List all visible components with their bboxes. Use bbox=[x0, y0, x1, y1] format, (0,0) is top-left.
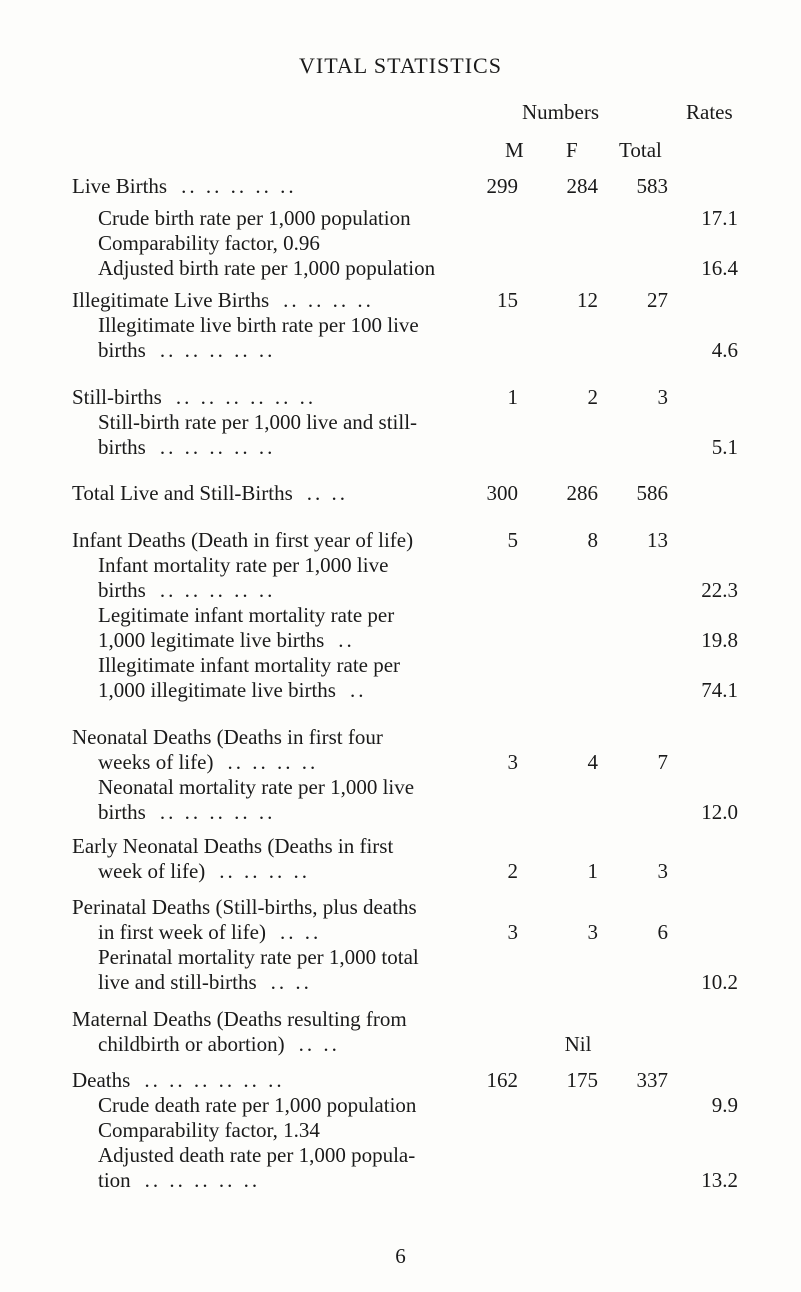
leader-dots: .. .. .. .. .. bbox=[144, 1168, 261, 1192]
table-row bbox=[0, 674, 801, 706]
row-label: Crude birth rate per 1,000 population bbox=[98, 206, 411, 230]
male-count: 162 bbox=[486, 1068, 518, 1092]
rate-value: 9.9 bbox=[711, 1093, 738, 1117]
table-row bbox=[0, 855, 801, 887]
table-row bbox=[0, 1028, 801, 1060]
female-count: 8 bbox=[587, 528, 598, 552]
page-number: 6 bbox=[395, 1244, 406, 1268]
table-row bbox=[0, 431, 801, 463]
total-count: 3 bbox=[657, 385, 668, 409]
nil-value: Nil bbox=[564, 1032, 592, 1056]
leader-dots: .. .. bbox=[270, 970, 312, 994]
female-count: 284 bbox=[566, 174, 598, 198]
rate-value: 74.1 bbox=[701, 678, 738, 702]
page-title: VITAL STATISTICS bbox=[299, 53, 502, 78]
row-label: Neonatal mortality rate per 1,000 live bbox=[98, 775, 415, 799]
leader-dots: .. bbox=[338, 628, 355, 652]
male-count: 299 bbox=[486, 174, 518, 198]
row-label: births .. .. .. .. .. bbox=[98, 435, 276, 459]
female-count: 286 bbox=[566, 481, 598, 505]
male-count: 1 bbox=[507, 385, 518, 409]
table-row bbox=[0, 477, 801, 509]
row-label: childbirth or abortion) .. .. bbox=[98, 1032, 340, 1056]
row-label: Deaths .. .. .. .. .. .. bbox=[72, 1068, 285, 1092]
row-label: live and still-births .. .. bbox=[98, 970, 312, 994]
row-label: 1,000 legitimate live births .. bbox=[98, 628, 355, 652]
male-count: 3 bbox=[507, 750, 518, 774]
numbers-header: Numbers bbox=[522, 100, 599, 124]
row-label: 1,000 illegitimate live births .. bbox=[98, 678, 367, 702]
row-label: births .. .. .. .. .. bbox=[98, 578, 276, 602]
male-count: 15 bbox=[497, 288, 518, 312]
row-label: in first week of life) .. .. bbox=[98, 920, 322, 944]
female-count: 12 bbox=[577, 288, 598, 312]
female-column-header: F bbox=[566, 138, 578, 162]
leader-dots: .. .. .. .. .. .. bbox=[175, 385, 317, 409]
row-label: tion .. .. .. .. .. bbox=[98, 1168, 261, 1192]
male-count: 5 bbox=[507, 528, 518, 552]
leader-dots: .. .. .. .. .. bbox=[159, 435, 276, 459]
leader-dots: .. .. .. .. .. bbox=[159, 578, 276, 602]
rate-value: 12.0 bbox=[701, 800, 738, 824]
row-label: weeks of life) .. .. .. .. bbox=[98, 750, 319, 774]
leader-dots: .. bbox=[349, 678, 367, 702]
row-label: Legitimate infant mortality rate per bbox=[98, 603, 395, 627]
leader-dots: .. .. bbox=[298, 1032, 340, 1056]
table-row bbox=[0, 334, 801, 366]
female-count: 175 bbox=[566, 1068, 598, 1092]
male-count: 2 bbox=[507, 859, 518, 883]
row-label: births .. .. .. .. .. bbox=[98, 800, 276, 824]
row-label: Infant Deaths (Death in first year of life) bbox=[72, 528, 414, 552]
male-count: 300 bbox=[486, 481, 518, 505]
row-label: Neonatal Deaths (Deaths in first four bbox=[72, 725, 383, 749]
row-label: Live Births .. .. .. .. .. bbox=[72, 174, 297, 198]
leader-dots: .. .. .. .. bbox=[219, 859, 311, 883]
table-row bbox=[0, 966, 801, 998]
leader-dots: .. .. bbox=[279, 920, 322, 944]
row-label: Still-birth rate per 1,000 live and still- bbox=[98, 410, 418, 434]
row-label: Still-births .. .. .. .. .. .. bbox=[72, 385, 317, 409]
rate-value: 16.4 bbox=[701, 256, 738, 280]
row-label: Adjusted birth rate per 1,000 population bbox=[98, 256, 436, 280]
table-row bbox=[0, 170, 801, 202]
total-count: 27 bbox=[647, 288, 668, 312]
row-label: Total Live and Still-Births .. .. bbox=[72, 481, 349, 505]
row-label: Perinatal Deaths (Still-births, plus deaths bbox=[72, 895, 417, 919]
row-label: Crude death rate per 1,000 population bbox=[98, 1093, 417, 1117]
leader-dots: .. .. .. .. .. bbox=[181, 174, 297, 198]
rate-value: 13.2 bbox=[701, 1168, 738, 1192]
female-count: 3 bbox=[587, 920, 598, 944]
total-column-header: Total bbox=[619, 138, 662, 162]
leader-dots: .. .. .. .. bbox=[227, 750, 319, 774]
leader-dots: .. .. bbox=[306, 481, 349, 505]
rate-value: 22.3 bbox=[701, 578, 738, 602]
row-label: Maternal Deaths (Deaths resulting from bbox=[72, 1007, 407, 1031]
row-label: Comparability factor, 0.96 bbox=[98, 231, 320, 255]
total-count: 337 bbox=[636, 1068, 668, 1092]
row-label: Early Neonatal Deaths (Deaths in first bbox=[72, 834, 394, 858]
male-count: 3 bbox=[507, 920, 518, 944]
total-count: 6 bbox=[657, 920, 668, 944]
total-count: 583 bbox=[636, 174, 668, 198]
total-count: 586 bbox=[636, 481, 668, 505]
total-count: 13 bbox=[647, 528, 668, 552]
female-count: 1 bbox=[587, 859, 598, 883]
leader-dots: .. .. .. .. .. bbox=[159, 800, 276, 824]
total-count: 3 bbox=[657, 859, 668, 883]
table-row bbox=[0, 796, 801, 828]
leader-dots: .. .. .. .. .. bbox=[159, 338, 276, 362]
row-label: week of life) .. .. .. .. bbox=[98, 859, 311, 883]
female-count: 4 bbox=[587, 750, 598, 774]
row-label: Illegitimate Live Births .. .. .. .. bbox=[72, 288, 374, 312]
row-label: Illegitimate live birth rate per 100 live bbox=[98, 313, 419, 337]
rate-value: 17.1 bbox=[701, 206, 738, 230]
table-row bbox=[0, 1164, 801, 1196]
leader-dots: .. .. .. .. .. .. bbox=[144, 1068, 285, 1092]
row-label: Perinatal mortality rate per 1,000 total bbox=[98, 945, 419, 969]
female-count: 2 bbox=[587, 385, 598, 409]
leader-dots: .. .. .. .. bbox=[283, 288, 374, 312]
rates-header: Rates bbox=[686, 100, 733, 124]
rate-value: 5.1 bbox=[711, 435, 738, 459]
rate-value: 4.6 bbox=[711, 338, 738, 362]
row-label: Comparability factor, 1.34 bbox=[98, 1118, 320, 1142]
row-label: Infant mortality rate per 1,000 live bbox=[98, 553, 389, 577]
rate-value: 19.8 bbox=[701, 628, 738, 652]
row-label: births .. .. .. .. .. bbox=[98, 338, 276, 362]
male-column-header: M bbox=[505, 138, 524, 162]
rate-value: 10.2 bbox=[701, 970, 738, 994]
row-label: Illegitimate infant mortality rate per bbox=[98, 653, 401, 677]
total-count: 7 bbox=[657, 750, 668, 774]
row-label: Adjusted death rate per 1,000 popula- bbox=[98, 1143, 416, 1167]
table-row bbox=[0, 252, 801, 284]
